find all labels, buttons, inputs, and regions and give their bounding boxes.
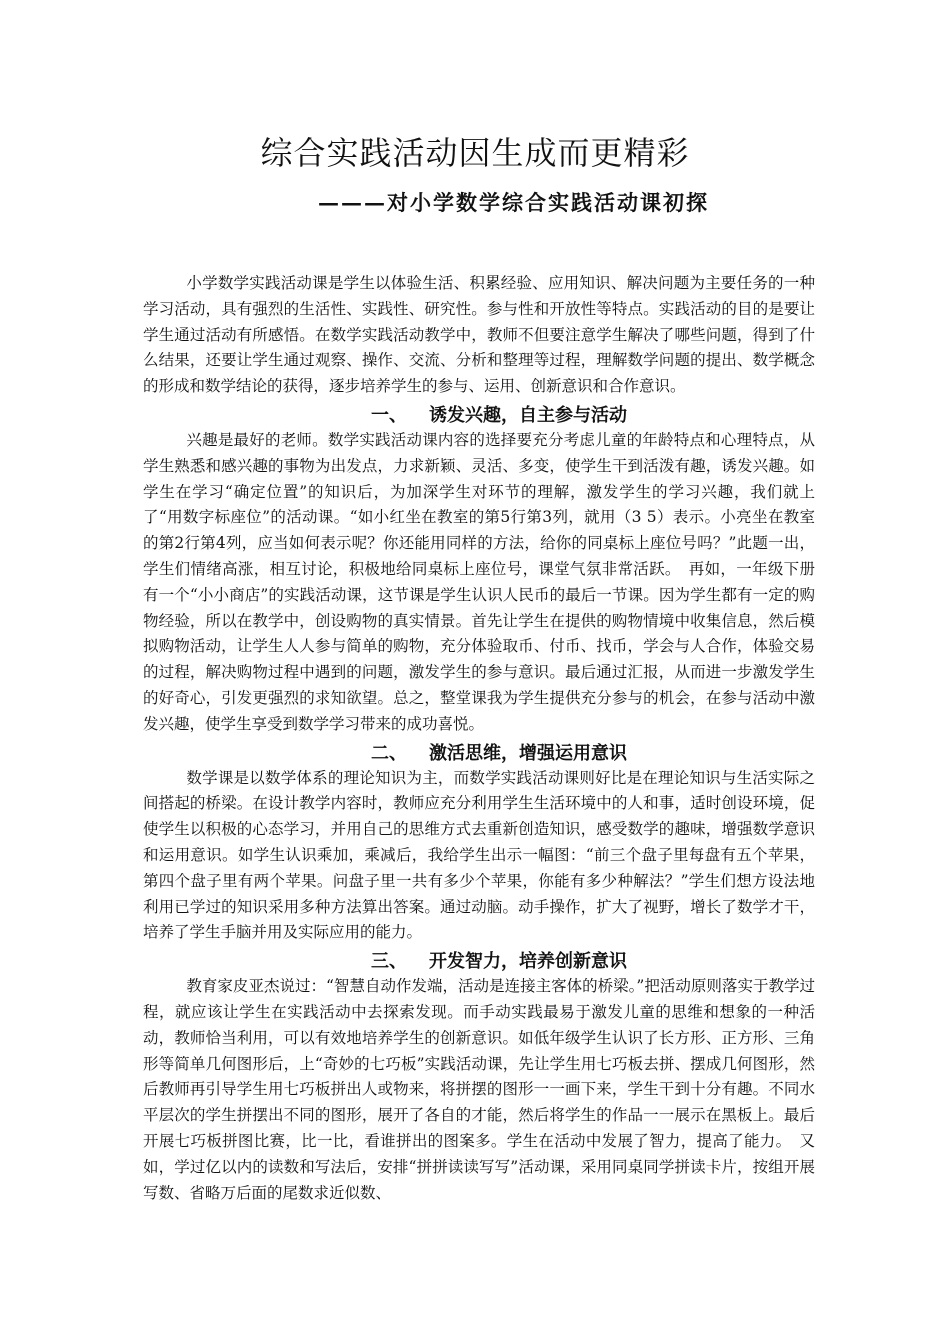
document-subtitle: ———对小学数学综合实践活动课初探 (318, 190, 709, 215)
section-title-2: 激活思维，增强运用意识 (429, 742, 627, 764)
section-paragraph-3: 教育家皮亚杰说过：“智慧自动作发端，活动是连接主客体的桥梁。”把活动原则落实于教学过程，就应该让学生在实践活动中去探索发现。而手动实践最易于激发儿童的思维和想象的一种活动，教师恰当利用，可以有效地培养学生的创新意识。如低年级学生认识了长方形、正方形、三角形等简单几何图形后，上“奇妙的七巧板”实践活动课，先让学生用七巧板去拼、摆成几何图形，然后教师再引导学生用七巧板拼出人或物来，将拼摆的图形一一画下来，学生干到十分有趣。不同水平层次的学生拼摆出不同的图形，展开了各自的才能，然后将学生的作品一一展示在黑板上。最后开展七巧板拼图比赛，比一比，看谁拼出的图案多。学生在活动中发展了智力，提高了能力。 又如，学过亿以内的读数和写法后，安排“拼拼读读写写”活动课，采用同桌同学拼读卡片，按组开展写数、省略万后面的尾数求近似数、 (143, 977, 815, 1202)
section-number-2: 二、 (371, 742, 407, 764)
section-heading-2 (143, 742, 815, 766)
section-title-1: 诱发兴趣，自主参与活动 (429, 404, 627, 426)
section-title-3: 开发智力，培养创新意识 (429, 951, 627, 973)
section-paragraph-2: 数学课是以数学体系的理论知识为主，而数学实践活动课则好比是在理论知识与生活实际之间搭起的桥梁。在设计教学内容时，教师应充分利用学生生活环境中的人和事，适时创设环境，促使学生以积极的心态学习，并用自己的思维方式去重新创造知识，感受数学的趣味，增强数学意识和运用意识。如学生认识乘加，乘减后，我给学生出示一幅图：“前三个盘子里每盘有五个苹果，第四个盘子里有两个苹果。问盘子里一共有多少个苹果，你能有多少种解法？”学生们想方设法地利用已学过的知识采用多种方法算出答案。通过动脑。动手操作，扩大了视野，增长了数学才干，培养了学生手脑并用及实际应用的能力。 (143, 768, 815, 942)
section-paragraph-1: 兴趣是最好的老师。数学实践活动课内容的选择要充分考虑儿童的年龄特点和心理特点，从学生熟悉和感兴趣的事物为出发点，力求新颖、灵活、多变，使学生干到活泼有趣，诱发兴趣。如学生在学习“确定位置”的知识后，为加深学生对环节的理解，激发学生的学习兴趣，我们就上了“用数字标座位”的活动课。“如小红坐在教室的第5行第3列，就用（3 5）表示。小亮坐在教室的第2行第4列，应当如何表示呢？你还能用同样的方法，给你的同桌标上座位号吗？”此题一出，学生们情绪高涨，相互讨论，积极地给同桌标上座位号，课堂气氛非常活跃。 再如，一年级下册有一个“小小商店”的实践活动课，这节课是学生认识人民币的最后一节课。因为学生都有一定的购物经验，所以在教学中，创设购物的真实情景。首先让学生在提供的购物情境中收集信息，然后模拟购物活动，让学生人人参与简单的购物，充分体验取币、付币、找币，学会与人合作，体验交易的过程，解决购物过程中遇到的问题，激发学生的参与意识。最后通过汇报，从而进一步激发学生的好奇心，引发更强烈的求知欲望。总之，整堂课我为学生提供充分参与的机会，在参与活动中激发兴趣，使学生享受到数学学习带来的成功喜悦。 (143, 430, 815, 733)
document-body (143, 271, 815, 1206)
document-title: 综合实践活动因生成而更精彩 (260, 134, 690, 172)
section-heading-3 (143, 950, 815, 974)
section-number-1: 一、 (371, 404, 407, 426)
section-heading-1 (143, 404, 815, 428)
section-number-3: 三、 (371, 951, 407, 973)
intro-paragraph: 小学数学实践活动课是学生以体验生活、积累经验、应用知识、解决问题为主要任务的一种学习活动，具有强烈的生活性、实践性、研究性。参与性和开放性等特点。实践活动的目的是要让学生通过活动有所感悟。在数学实践活动教学中，教师不但要注意学生解决了哪些问题，得到了什么结果，还要让学生通过观察、操作、交流、分析和整理等过程，理解数学问题的提出、数学概念的形成和数学结论的获得，逐步培养学生的参与、运用、创新意识和合作意识。 (143, 274, 815, 396)
